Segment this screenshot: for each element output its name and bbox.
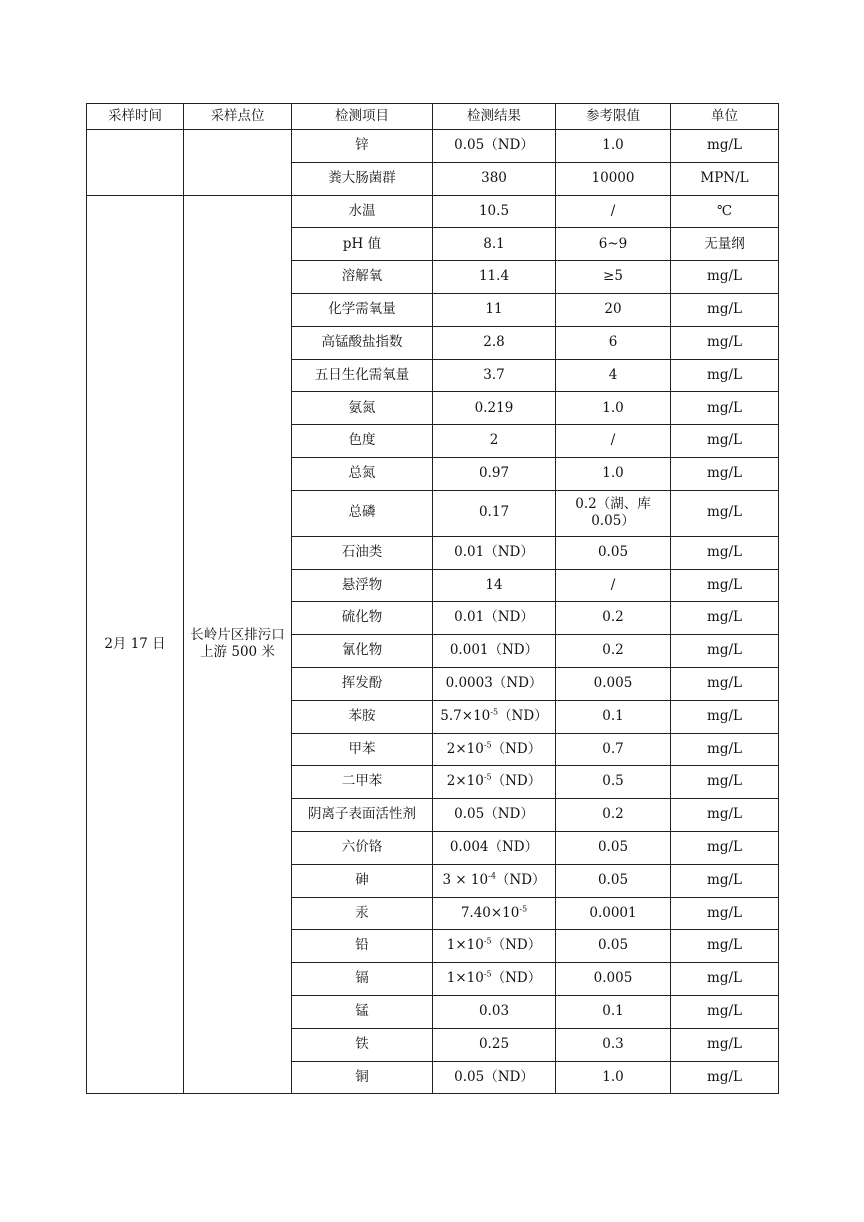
item-cell: 铜	[292, 1061, 433, 1094]
limit-cell: 0.1	[556, 700, 671, 733]
result-cell: 0.001（ND）	[433, 635, 556, 668]
item-cell: 阴离子表面活性剂	[292, 799, 433, 832]
unit-cell: mg/L	[671, 359, 779, 392]
limit-cell: /	[556, 425, 671, 458]
unit-cell: mg/L	[671, 425, 779, 458]
item-cell: 粪大肠菌群	[292, 162, 433, 195]
unit-cell: mg/L	[671, 667, 779, 700]
limit-cell: ≥5	[556, 261, 671, 294]
unit-cell: mg/L	[671, 930, 779, 963]
item-cell: 石油类	[292, 536, 433, 569]
result-cell	[433, 733, 556, 766]
item-cell: 五日生化需氧量	[292, 359, 433, 392]
result-cell: 0.05（ND）	[433, 1061, 556, 1094]
limit-cell: 0.05	[556, 536, 671, 569]
result-cell	[433, 930, 556, 963]
item-cell: 总磷	[292, 490, 433, 536]
result-cell: 2.8	[433, 326, 556, 359]
item-cell: 高锰酸盐指数	[292, 326, 433, 359]
limit-cell: 0.0001	[556, 897, 671, 930]
limit-cell: 0.3	[556, 1028, 671, 1061]
result-cell: 0.004（ND）	[433, 831, 556, 864]
header-test-item: 检测项目	[292, 104, 433, 130]
result-cell	[433, 963, 556, 996]
item-cell: 锌	[292, 130, 433, 163]
unit-cell: mg/L	[671, 490, 779, 536]
result-cell: 0.17	[433, 490, 556, 536]
continued-location-cell	[184, 130, 292, 196]
result-cell: 0.0003（ND）	[433, 667, 556, 700]
result-exponent: -5	[490, 707, 499, 717]
unit-cell: mg/L	[671, 326, 779, 359]
unit-cell: MPN/L	[671, 162, 779, 195]
result-cell: 0.05（ND）	[433, 799, 556, 832]
result-base: 3 × 10	[442, 871, 489, 888]
limit-cell: 0.2	[556, 635, 671, 668]
unit-cell: mg/L	[671, 635, 779, 668]
limit-cell: 20	[556, 293, 671, 326]
item-cell: 硫化物	[292, 602, 433, 635]
result-cell: 0.97	[433, 457, 556, 490]
item-cell: 悬浮物	[292, 569, 433, 602]
result-cell: 380	[433, 162, 556, 195]
table-row	[87, 195, 779, 228]
result-tail: （ND）	[491, 937, 542, 954]
continued-date-cell	[87, 130, 184, 196]
unit-cell: mg/L	[671, 457, 779, 490]
result-base: 7.40×10	[460, 904, 520, 921]
item-cell: 汞	[292, 897, 433, 930]
item-cell: 铁	[292, 1028, 433, 1061]
limit-cell: 0.05	[556, 864, 671, 897]
unit-cell: mg/L	[671, 995, 779, 1028]
result-tail: （ND）	[491, 773, 542, 790]
unit-cell: mg/L	[671, 569, 779, 602]
result-base: 1×10	[446, 937, 484, 954]
unit-cell: mg/L	[671, 831, 779, 864]
item-cell: 砷	[292, 864, 433, 897]
result-cell: 2	[433, 425, 556, 458]
result-base: 2×10	[446, 740, 484, 757]
result-cell: 3.7	[433, 359, 556, 392]
unit-cell: mg/L	[671, 700, 779, 733]
unit-cell: mg/L	[671, 963, 779, 996]
item-cell: 化学需氧量	[292, 293, 433, 326]
limit-cell: 1.0	[556, 1061, 671, 1094]
item-cell: 挥发酚	[292, 667, 433, 700]
result-cell	[433, 700, 556, 733]
unit-cell: mg/L	[671, 261, 779, 294]
result-base: 2×10	[446, 773, 484, 790]
item-cell: 溶解氧	[292, 261, 433, 294]
item-cell: 二甲苯	[292, 766, 433, 799]
result-tail: （ND）	[491, 740, 542, 757]
limit-cell: 1.0	[556, 392, 671, 425]
result-cell: 0.219	[433, 392, 556, 425]
unit-cell: mg/L	[671, 1028, 779, 1061]
limit-cell: 0.5	[556, 766, 671, 799]
unit-cell: mg/L	[671, 864, 779, 897]
result-cell: 11	[433, 293, 556, 326]
unit-cell: mg/L	[671, 799, 779, 832]
item-cell: 氰化物	[292, 635, 433, 668]
limit-cell: 4	[556, 359, 671, 392]
header-sampling-location: 采样点位	[184, 104, 292, 130]
limit-cell: 0.005	[556, 963, 671, 996]
limit-cell: 0.2	[556, 799, 671, 832]
limit-cell: 10000	[556, 162, 671, 195]
limit-cell: 1.0	[556, 457, 671, 490]
result-cell: 0.05（ND）	[433, 130, 556, 163]
item-cell: 镉	[292, 963, 433, 996]
result-exponent: -5	[483, 969, 492, 979]
limit-cell: 0.2	[556, 602, 671, 635]
sampling-date: 2月 17 日	[87, 195, 184, 1094]
result-tail: （ND）	[495, 871, 546, 888]
item-cell: 氨氮	[292, 392, 433, 425]
item-cell: 锰	[292, 995, 433, 1028]
result-cell	[433, 864, 556, 897]
sampling-location: 长岭片区排污口上游 500 米	[184, 195, 292, 1094]
table-row	[87, 130, 779, 163]
limit-cell: /	[556, 569, 671, 602]
result-cell: 0.03	[433, 995, 556, 1028]
item-cell: 色度	[292, 425, 433, 458]
result-cell	[433, 897, 556, 930]
unit-cell: mg/L	[671, 293, 779, 326]
result-exponent: -4	[488, 871, 496, 881]
unit-cell: mg/L	[671, 1061, 779, 1094]
header-row	[87, 104, 779, 130]
limit-cell: 0.1	[556, 995, 671, 1028]
unit-cell: mg/L	[671, 130, 779, 163]
result-base: 5.7×10	[440, 707, 491, 724]
result-tail: （ND）	[491, 970, 542, 987]
result-cell: 0.01（ND）	[433, 536, 556, 569]
limit-cell: 0.005	[556, 667, 671, 700]
result-cell: 14	[433, 569, 556, 602]
item-cell: 苯胺	[292, 700, 433, 733]
result-base: 1×10	[446, 970, 484, 987]
item-cell: 甲苯	[292, 733, 433, 766]
result-cell: 0.25	[433, 1028, 556, 1061]
unit-cell: 无量纲	[671, 228, 779, 261]
header-reference-limit: 参考限值	[556, 104, 671, 130]
table-body	[87, 104, 779, 1094]
header-sampling-time: 采样时间	[87, 104, 184, 130]
limit-cell: 6	[556, 326, 671, 359]
limit-cell: 1.0	[556, 130, 671, 163]
limit-cell: 0.2（湖、库 0.05）	[556, 490, 671, 536]
result-cell: 8.1	[433, 228, 556, 261]
limit-cell: /	[556, 195, 671, 228]
unit-cell: mg/L	[671, 392, 779, 425]
unit-cell: mg/L	[671, 897, 779, 930]
limit-cell: 0.7	[556, 733, 671, 766]
result-cell	[433, 766, 556, 799]
limit-cell: 0.05	[556, 930, 671, 963]
unit-cell: mg/L	[671, 766, 779, 799]
item-cell: 铅	[292, 930, 433, 963]
result-tail: （ND）	[498, 707, 548, 724]
item-cell: 六价铬	[292, 831, 433, 864]
result-cell: 10.5	[433, 195, 556, 228]
unit-cell: ℃	[671, 195, 779, 228]
result-exponent: -5	[483, 936, 492, 946]
unit-cell: mg/L	[671, 733, 779, 766]
item-cell: 水温	[292, 195, 433, 228]
header-test-result: 检测结果	[433, 104, 556, 130]
header-unit: 单位	[671, 104, 779, 130]
unit-cell: mg/L	[671, 536, 779, 569]
unit-cell: mg/L	[671, 602, 779, 635]
limit-cell: 0.05	[556, 831, 671, 864]
result-cell: 0.01（ND）	[433, 602, 556, 635]
monitoring-results-table	[86, 103, 779, 1094]
item-cell: 总氮	[292, 457, 433, 490]
result-exponent: -5	[519, 904, 528, 914]
result-exponent: -5	[483, 740, 492, 750]
result-exponent: -5	[483, 772, 492, 782]
item-cell: pH 值	[292, 228, 433, 261]
limit-cell: 6~9	[556, 228, 671, 261]
result-cell: 11.4	[433, 261, 556, 294]
